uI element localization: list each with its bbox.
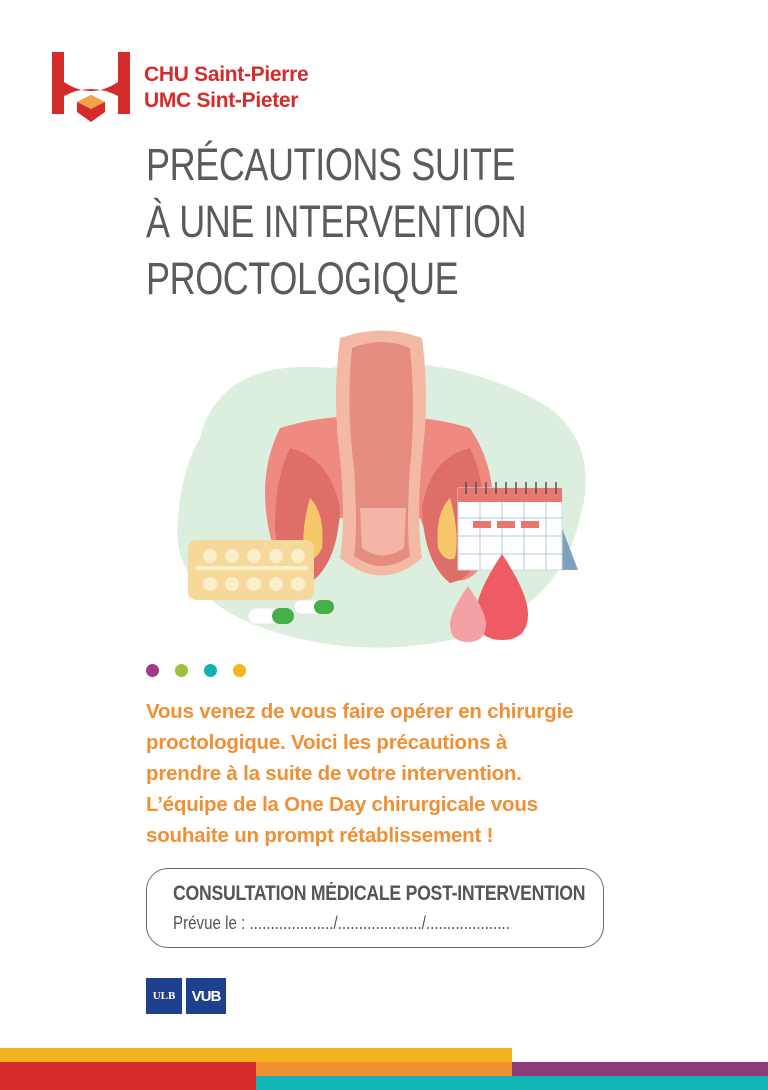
footer-band-red: [0, 1062, 256, 1076]
anatomy-illustration-icon: [160, 318, 600, 658]
intro-line-3: prendre à la suite de votre intervention.: [146, 762, 522, 785]
intro-line-4: L’équipe de la One Day chirurgicale vous: [146, 793, 538, 816]
footer-band-red-bottom: [0, 1076, 256, 1090]
dot-teal: [204, 664, 217, 677]
ulb-logo: ULB: [146, 978, 182, 1014]
footer-band-purple: [512, 1062, 768, 1076]
title-line-3: PROCTOLOGIQUE: [146, 253, 459, 304]
page-title: [146, 136, 526, 307]
title-line-2: À UNE INTERVENTION: [146, 196, 527, 247]
vub-logo: VUB: [186, 978, 226, 1014]
footer-band-teal: [256, 1076, 768, 1090]
dot-purple: [146, 664, 159, 677]
intro-line-2: proctologique. Voici les précautions à: [146, 731, 508, 754]
consultation-date-field: Prévue le : ..................../..................../....................: [173, 913, 510, 933]
dot-yellow: [233, 664, 246, 677]
footer-band-orange: [256, 1062, 512, 1076]
hospital-name: [144, 62, 308, 114]
dot-green: [175, 664, 188, 677]
calendar-icon: [458, 482, 578, 570]
intro-line-1: Vous venez de vous faire opérer en chirurgie: [146, 700, 574, 723]
consultation-title: CONSULTATION MÉDICALE POST-INTERVENTION: [173, 882, 586, 905]
hospital-name-nl: UMC Sint-Pieter: [144, 89, 299, 112]
intro-line-5: souhaite un prompt rétablissement !: [146, 824, 494, 847]
hospital-name-fr: CHU Saint-Pierre: [144, 63, 309, 86]
hospital-logo-icon: [52, 52, 130, 130]
consultation-box: [146, 868, 604, 948]
intro-text: [146, 696, 666, 851]
footer-band-yellow: [0, 1048, 512, 1062]
decorative-dots: [146, 664, 246, 677]
title-line-1: PRÉCAUTIONS SUITE: [146, 139, 516, 190]
